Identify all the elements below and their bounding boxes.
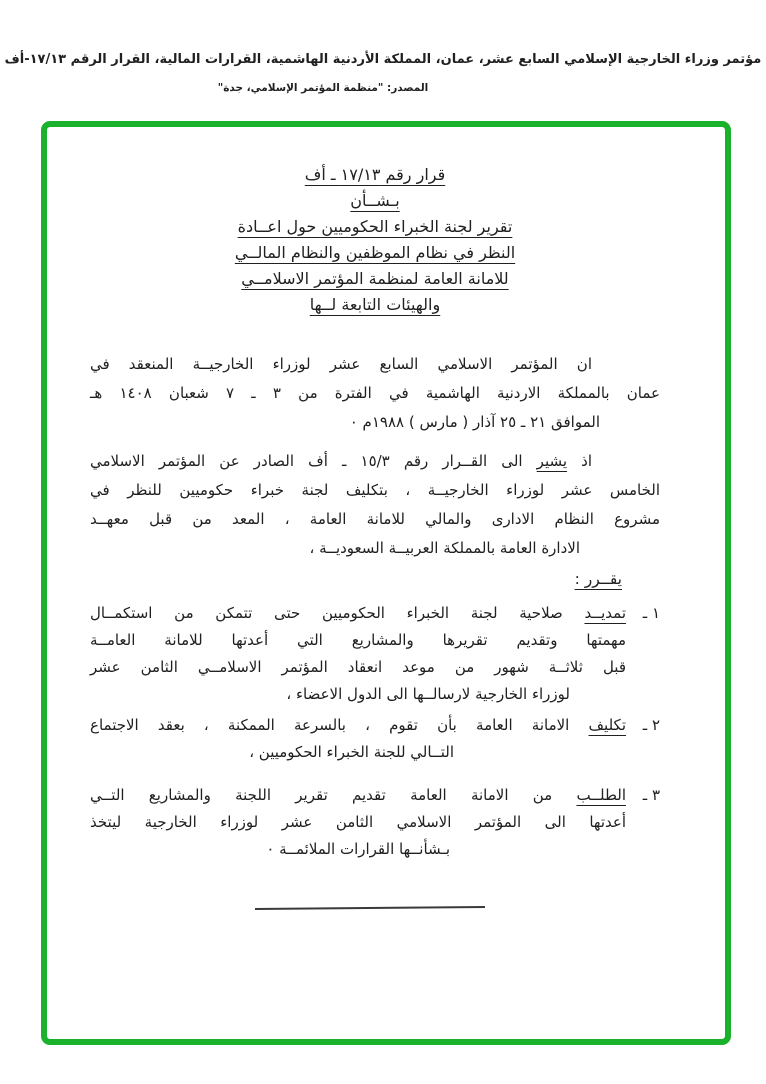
paragraph-line: التــالي للجنة الخبراء الحكوميين ، — [249, 743, 454, 761]
item-text — [90, 712, 626, 766]
paragraph-line: عمان بالمملكة الاردنية الهاشمية في الفترة من ٣ ـ ٧ شعبان ١٤٠٨ هـ — [90, 384, 660, 402]
item-number: ٢ ـ — [642, 716, 660, 734]
header-source: المصدر: "منظمة المؤتمر الإسلامي، جدة" — [217, 82, 429, 94]
decision-item-3 — [90, 782, 660, 863]
paragraph-line: اذ يشير الى القــرار رقم ١٥/٣ ـ أف الصادر عن المؤتمر الاسلامي — [90, 452, 592, 470]
paragraph-line: الطلــب من الامانة العامة تقديم تقرير اللجنة والمشاريع التــي — [90, 786, 626, 804]
paragraph-line: لوزراء الخارجية لارسالــها الى الدول الاعضاء ، — [286, 685, 570, 703]
decision-heading: يقــرر : — [574, 570, 622, 588]
item-number: ٣ ـ — [642, 786, 660, 804]
paragraph-line: مشروع النظام الادارى والمالي للامانة العامة ، المعد من قبل معهــد — [90, 510, 660, 528]
paragraph-line: الموافق ٢١ ـ ٢٥ آذار ( مارس ) ١٩٨٨م ٠ — [349, 413, 600, 431]
header-title: مؤتمر وزراء الخارجية الإسلامي السابع عشر، عمان، المملكة الأردنية الهاشمية، القرارات المالية، القرار الرقم ١٧/١٣-أف — [4, 52, 762, 67]
paragraph-line: تكليف الامانة العامة بأن تقوم ، بالسرعة الممكنة ، بعقد الاجتماع — [90, 716, 626, 734]
title-line-2: بـشــأن — [350, 191, 400, 210]
underlined-word: الطلــب — [576, 786, 626, 804]
paragraph-line: الادارة العامة بالمملكة العربيــة السعوديــة ، — [309, 539, 580, 557]
paragraph-line: الخامس عشر لوزراء الخارجيــة ، بتكليف لجنة خبراء حكوميين للنظر في — [90, 481, 660, 499]
paragraph-line: ان المؤتمر الاسلامي السابع عشر لوزراء الخارجيــة المنعقد في — [90, 355, 592, 373]
title-line-5: للامانة العامة لمنظمة المؤتمر الاسلامــي — [241, 269, 509, 288]
title-line-1: قرار رقم ١٧/١٣ ـ أف — [304, 165, 446, 184]
paragraph-line: تمديــد صلاحية لجنة الخبراء الحكوميين حتى تتمكن من استكمــال — [90, 604, 626, 622]
title-line-6: والهيئات التابعة لــها — [309, 295, 441, 314]
item-text — [90, 782, 626, 863]
item-number: ١ ـ — [642, 604, 660, 622]
paragraph-line: مهمتها وتقديم تقريرها والمشاريع التي أعدتها للامانة العامــة — [90, 631, 626, 649]
decision-item-1 — [90, 600, 660, 708]
paragraph-line: أعدتها الى المؤتمر الاسلامي الثامن عشر لوزراء الخارجية ليتخذ — [90, 813, 626, 831]
underlined-word: تمديــد — [584, 604, 626, 622]
document-header — [0, 48, 766, 98]
title-line-3: تقرير لجنة الخبراء الحكوميين حول اعــادة — [237, 217, 513, 236]
title-line-4: النظر في نظام الموظفين والنظام المالــي — [234, 243, 516, 262]
item-text — [90, 600, 626, 708]
underlined-word: يشير — [536, 452, 568, 470]
decision-item-2 — [90, 712, 660, 766]
paragraph-line: قبل ثلاثــة شهور من موعد انعقاد المؤتمر الاسلامــي الثامن عشر — [90, 658, 626, 676]
underlined-word: تكليف — [588, 716, 626, 734]
preamble-paragraph-1 — [90, 350, 660, 437]
preamble-paragraph-2 — [90, 447, 660, 563]
paragraph-line: بـشأنــها القرارات الملائمــة ٠ — [266, 840, 450, 858]
resolution-title-block — [90, 162, 660, 318]
